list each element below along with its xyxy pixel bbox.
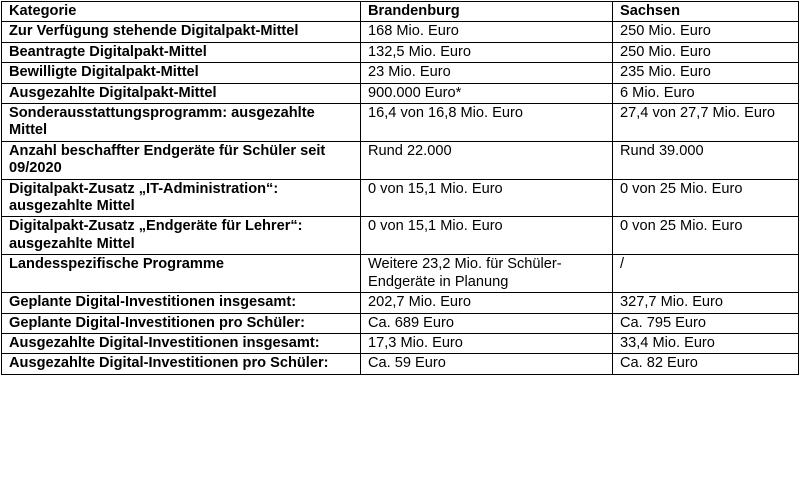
- brandenburg-cell: 0 von 15,1 Mio. Euro: [361, 179, 613, 217]
- sachsen-cell: 250 Mio. Euro: [613, 22, 799, 42]
- sachsen-cell: Rund 39.000: [613, 141, 799, 179]
- category-cell: Ausgezahlte Digitalpakt-Mittel: [2, 83, 361, 103]
- header-kategorie: Kategorie: [2, 2, 361, 22]
- category-cell: Geplante Digital-Investitionen pro Schüler:: [2, 313, 361, 333]
- brandenburg-cell: 168 Mio. Euro: [361, 22, 613, 42]
- category-cell: Digitalpakt-Zusatz „Endgeräte für Lehrer“: ausgezahlte Mittel: [2, 217, 361, 255]
- category-cell: Ausgezahlte Digital-Investitionen insgesamt:: [2, 333, 361, 353]
- category-cell: Bewilligte Digitalpakt-Mittel: [2, 63, 361, 83]
- category-cell: Landesspezifische Programme: [2, 255, 361, 293]
- sachsen-cell: /: [613, 255, 799, 293]
- table-row: [2, 22, 799, 42]
- table-row: [2, 42, 799, 62]
- category-cell: Geplante Digital-Investitionen insgesamt:: [2, 293, 361, 313]
- table-row: [2, 179, 799, 217]
- sachsen-cell: 0 von 25 Mio. Euro: [613, 179, 799, 217]
- brandenburg-cell: 900.000 Euro*: [361, 83, 613, 103]
- brandenburg-cell: Weitere 23,2 Mio. für Schüler-Endgeräte in Planung: [361, 255, 613, 293]
- sachsen-cell: Ca. 82 Euro: [613, 354, 799, 374]
- table-row: [2, 354, 799, 374]
- table-row: [2, 293, 799, 313]
- brandenburg-cell: 17,3 Mio. Euro: [361, 333, 613, 353]
- brandenburg-cell: 23 Mio. Euro: [361, 63, 613, 83]
- sachsen-cell: 33,4 Mio. Euro: [613, 333, 799, 353]
- brandenburg-cell: Ca. 59 Euro: [361, 354, 613, 374]
- table-row: [2, 255, 799, 293]
- category-cell: Sonderausstattungsprogramm: ausgezahlte Mittel: [2, 104, 361, 142]
- brandenburg-cell: 202,7 Mio. Euro: [361, 293, 613, 313]
- category-cell: Beantragte Digitalpakt-Mittel: [2, 42, 361, 62]
- category-cell: Digitalpakt-Zusatz „IT-Administration“: ausgezahlte Mittel: [2, 179, 361, 217]
- table-row: [2, 313, 799, 333]
- table-row: [2, 217, 799, 255]
- sachsen-cell: Ca. 795 Euro: [613, 313, 799, 333]
- sachsen-cell: 27,4 von 27,7 Mio. Euro: [613, 104, 799, 142]
- brandenburg-cell: Ca. 689 Euro: [361, 313, 613, 333]
- table-row: [2, 83, 799, 103]
- brandenburg-cell: Rund 22.000: [361, 141, 613, 179]
- table-row: [2, 63, 799, 83]
- sachsen-cell: 250 Mio. Euro: [613, 42, 799, 62]
- sachsen-cell: 0 von 25 Mio. Euro: [613, 217, 799, 255]
- table-row: [2, 104, 799, 142]
- brandenburg-cell: 132,5 Mio. Euro: [361, 42, 613, 62]
- sachsen-cell: 6 Mio. Euro: [613, 83, 799, 103]
- sachsen-cell: 235 Mio. Euro: [613, 63, 799, 83]
- comparison-table: [1, 1, 799, 375]
- table-header-row: [2, 2, 799, 22]
- brandenburg-cell: 0 von 15,1 Mio. Euro: [361, 217, 613, 255]
- sachsen-cell: 327,7 Mio. Euro: [613, 293, 799, 313]
- category-cell: Anzahl beschaffter Endgeräte für Schüler seit 09/2020: [2, 141, 361, 179]
- table-row: [2, 141, 799, 179]
- brandenburg-cell: 16,4 von 16,8 Mio. Euro: [361, 104, 613, 142]
- category-cell: Zur Verfügung stehende Digitalpakt-Mittel: [2, 22, 361, 42]
- category-cell: Ausgezahlte Digital-Investitionen pro Schüler:: [2, 354, 361, 374]
- header-brandenburg: Brandenburg: [361, 2, 613, 22]
- table-row: [2, 333, 799, 353]
- header-sachsen: Sachsen: [613, 2, 799, 22]
